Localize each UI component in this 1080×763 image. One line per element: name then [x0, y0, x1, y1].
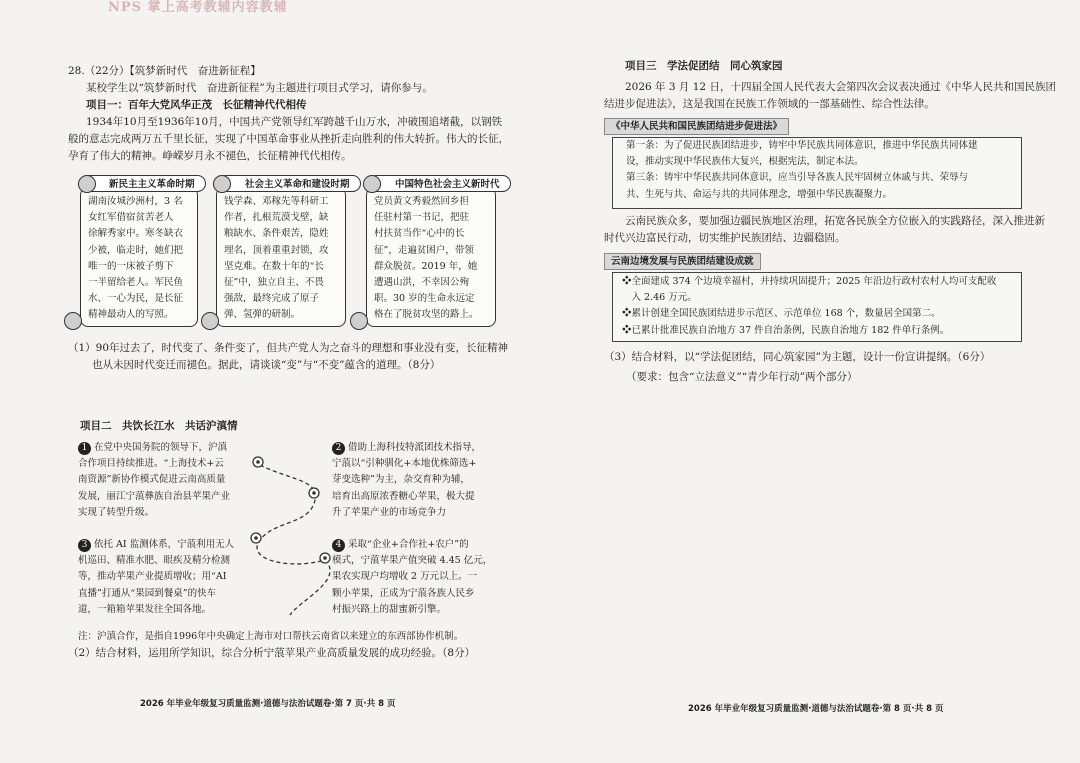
achievement-banner: 云南边境发展与民族团结建设成就	[604, 253, 761, 270]
law-excerpt-text: 第一条：为了促进民族团结进步，铸牢中华民族共同体意识，推进中华民族共同体建 设，推动实现中华民族伟大复兴，根据宪法，制定本法。 第三条：铸牢中华民族共同体意识，应当引导各族人民牢固树立休戚与共、荣辱与 共、生死与共、命运与共的共同体理念，增强中华民族凝聚力。	[626, 140, 978, 200]
law-banner: 《中华人民共和国民族团结进步促进法》	[604, 118, 789, 135]
scroll-2-title: 社会主义革命和建设时期	[218, 175, 361, 192]
watermark: NPS 掌上高考教辅内容教辅	[108, 0, 288, 15]
project-3-title: 项目三 学法促团结 同心筑家园	[625, 60, 783, 72]
location-pin-icon	[251, 533, 261, 543]
scroll-curl-icon	[78, 175, 96, 193]
achievement-list: ❖全面建成 374 个边境幸福村，并持续巩固提升；2025 年沿边行政村农村人均可支配收 入 2.46 万元。 ❖累计创建全国民族团结进步示范区、示范单位 168 个，数量居全国第二。 ❖已累计批准民族自治地方 37 件自治条例，民族自治地方 182 件单行条例。	[622, 276, 997, 336]
question-header: 28.（22分）【筑梦新时代 奋进新征程】	[68, 65, 261, 77]
q3-text: （3）结合材料，以“学法促团结，同心筑家园”为主题，设计一份宣讲提纲。（6分）	[604, 351, 991, 363]
scroll-curl-icon	[64, 312, 82, 330]
yn-line-2: 时代兴边富民行动，切实维护民族团结、边疆稳固。	[604, 232, 846, 244]
q1-line-2: 也从未因时代变迁而褪色。据此，请谈谈“变”与“不变”蕴含的道理。（8分）	[92, 359, 441, 371]
scroll-1-title: 新民主主义革命时期	[82, 175, 206, 192]
q3-requirement: （要求：包含“立法意义”“青少年行动”两个部分）	[626, 371, 858, 383]
page-7-footer: 2026 年毕业年级复习质量监测·道德与法治试题卷·第 7 页·共 8 页	[140, 699, 396, 709]
project-1-title: 项目一：百年大党风华正茂 长征精神代代相传	[86, 99, 307, 111]
step-2: 2 借助上海科技特派团技术指导， 宁蒗以“引种驯化+本地优株筛选+ 芽变选种”为主，杂交育种为辅， 培育出高原浓香糖心苹果，极大提 升了苹果产业的市场竞争力	[332, 442, 482, 518]
step-1: 1 在党中央国务院的领导下，沪滇 合作项目持续推进。“上海技术+云 南资源”新协作模式促进云南高质量 发展，丽江宁蒗彝族自治县苹果产业 实现了转型升级。	[78, 442, 231, 518]
scroll-3-text: 党员黄文秀毅然回乡担 任驻村第一书记，把驻 村扶贫当作“心中的长 征”，走遍贫困户，带领 群众脱贫。2019 年，她 遭遇山洪，不幸因公殉 职。30 岁的生命永远定 格在了脱贫攻坚的路上。	[374, 196, 479, 321]
scroll-1-text: 湖南汝城沙洲村，3 名 女红军借宿贫苦老人 徐解秀家中。寒冬缺衣 少被，临走时，她们把 唯一的一床被子剪下 一半留给老人。军民鱼 水、一心为民，是长征 精神最动人的写照。	[88, 196, 184, 321]
p3-line-1: 2026 年 3 月 12 日，十四届全国人民代表大会第四次会议表决通过《中华人民共和国民族团	[625, 81, 1056, 93]
scroll-curl-icon	[201, 312, 219, 330]
project-2-title: 项目二 共饮长江水 共话沪滇情	[80, 420, 238, 432]
step-3: 3 依托 AI 监测体系，宁蒗利用无人 机巡田、精准水肥、眼疾及精分检测 等，推动苹果产业提质增收；用“AI 直播”打通从“果园到餐桌”的快车 道，一箱箱苹果发往全国各地。	[78, 539, 235, 615]
p1-line-2: 般的意志完成两万五千里长征，实现了中国革命事业从挫折走向胜利的伟大转折。伟大的长征，	[68, 133, 509, 145]
page-8-footer: 2026 年毕业年级复习质量监测·道德与法治试题卷·第 8 页·共 8 页	[688, 704, 944, 714]
location-pin-icon	[253, 457, 263, 467]
p1-line-3: 孕育了伟大的精神。峥嵘岁月永不褪色，长征精神代代相传。	[68, 150, 352, 162]
intro-text: 某校学生以“筑梦新时代 奋进新征程”为主题进行项目式学习，请你参与。	[86, 82, 433, 94]
location-pin-icon	[320, 553, 330, 563]
scroll-3-title: 中国特色社会主义新时代	[368, 175, 511, 192]
note-text: 注：沪滇合作，是指自1996年中央确定上海市对口帮扶云南省以来建立的东西部协作机制。	[78, 631, 464, 642]
q2-text: （2）结合材料，运用所学知识，综合分析宁蒗苹果产业高质量发展的成功经验。（8分）	[68, 647, 476, 659]
p1-line-1: 1934年10月至1936年10月，中国共产党领导红军跨越千山万水，冲破围追堵截，以钢铁	[86, 116, 503, 128]
q1-line-1: （1）90年过去了，时代变了、条件变了，但共产党人为之奋斗的理想和事业没有变，长征精神	[68, 342, 509, 354]
step-4: 4 采取“企业+合作社+农户”的 模式，宁蒗苹果产值突破 4.45 亿元， 果农实现户均增收 2 万元以上。一 颗小苹果，正成为宁蒗各族人民乡 村振兴路上的甜蜜新引擎。	[332, 539, 493, 615]
location-pin-icon	[309, 488, 319, 498]
scroll-curl-icon	[363, 175, 381, 193]
scroll-curl-icon	[213, 175, 231, 193]
scroll-curl-icon	[350, 312, 368, 330]
yn-line-1: 云南民族众多，要加强边疆民族地区治理，拓宽各民族全方位嵌入的实践路径，深入推进新	[625, 215, 1045, 227]
p3-line-2: 结进步促进法》，这是我国在民族工作领域的一部基础性、综合性法律。	[604, 98, 935, 110]
scroll-2-text: 钱学森、邓稼先等科研工 作者，扎根荒漠戈壁，缺 粮缺水、条件艰苦，隐姓 埋名，顶着重重封锁，攻 坚克难。在数十年的“长 征”中，独立自主、不畏 强敌，最终完成了原子 弹、氢弹的研制。	[224, 196, 329, 321]
